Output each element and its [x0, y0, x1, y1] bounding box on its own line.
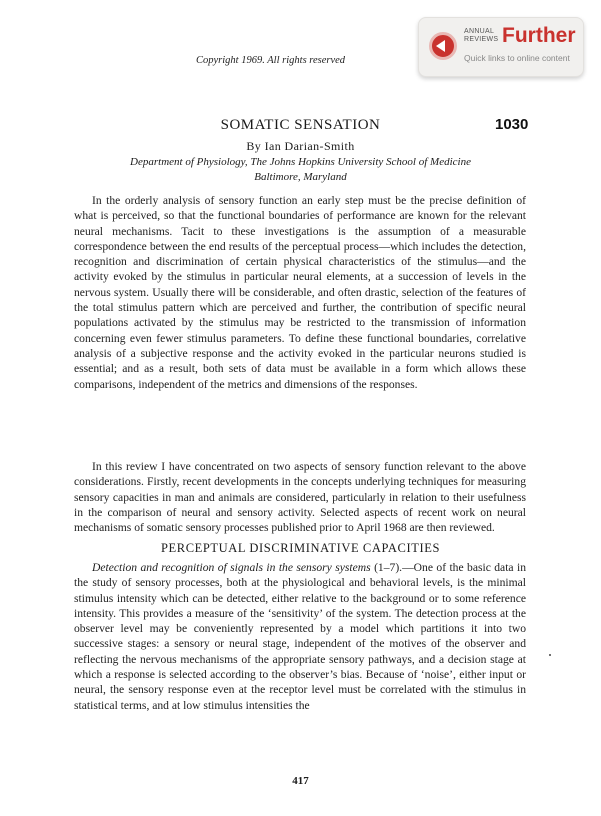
- author-line: By Ian Darian-Smith: [246, 139, 355, 153]
- paragraph-detection-text: (1–7).—One of the basic data in the study of sensory processes, both at the physiological and behavioral levels, is the minimal stimulus intensity which can be detected, either relative to the background or to some reference intensity. This provides a measure of the ‘sensitivity’ of the system. The detection process at the observer level may be conveniently represented by a model which partitions it into two successive stages: a sensory or neural stage, independent of the motives of the observer and reflecting the nervous mechanisms of the appropriate sensory pathways, and a decision stage at which a response is selected according to the observer’s bias. Because of ‘noise’, either input or neural, the sensory response even at the receptor level must be correlated with the stimulus in statistical terms, and at low stimulus intensities the: [74, 561, 526, 712]
- copyright-notice: Copyright 1969. All rights reserved: [196, 55, 346, 66]
- page-reference-number: 1030: [495, 116, 529, 133]
- paragraph-scope: In this review I have concentrated on two aspects of sensory function relevant to the above considerations. Firstly, recent developments in the concepts underlying techniques for measuring sensory capacities in man and animals are considered, particularly in relation to their usefulness in the comparison of neural and sensory activity. Selected aspects of recent work on neural mechanisms of somatic sensory processes published prior to April 1968 are then reviewed.: [74, 460, 526, 535]
- article-title: SOMATIC SENSATION: [220, 117, 381, 133]
- further-reviews-badge[interactable]: [418, 17, 584, 77]
- page-number: 417: [292, 775, 309, 787]
- affiliation-line-2: Baltimore, Maryland: [254, 171, 347, 183]
- badge-annual-reviews-label: ANNUAL REVIEWS: [464, 28, 499, 43]
- scan-speck: [549, 654, 551, 656]
- back-arrow-icon: [429, 32, 457, 60]
- section-heading: PERCEPTUAL DISCRIMINATIVE CAPACITIES: [160, 541, 441, 555]
- badge-subtitle: Quick links to online content: [464, 53, 570, 63]
- subsection-title: Detection and recognition of signals in the sensory systems: [92, 561, 371, 574]
- paragraph-intro: In the orderly analysis of sensory function an early step must be the precise definition of what is perceived, so that the functional boundaries of performance are known for the relevant neural mechanisms. Tacit to these investigations is the assumption of a measurable correspondence between the end results of the perceptual process—which includes the detection, recognition and discrimination of certain physical characteristics of the stimulus—and the activity evoked by the stimulus in particular neural elements, at a succession of levels in the nervous system. Usually there will be considerable, and often drastic, selection of the features of the total stimulus pattern which are perceived and further, the contribution of specific neural populations activated by the stimulus may be restricted to the transmission of information concerning even fewer stimulus parameters. To define these functional boundaries, correlative analysis of a subjective response and the activity evoked in the particular neurons studied is essential; and as a result, both sets of data must be available in a form which allows these comparisons, independent of the metrics and dimensions of the responses.: [74, 194, 526, 391]
- badge-further-label: Further: [502, 24, 576, 47]
- paragraph-detection: [74, 560, 526, 713]
- affiliation-line-1: Department of Physiology, The Johns Hopkins University School of Medicine: [130, 156, 471, 168]
